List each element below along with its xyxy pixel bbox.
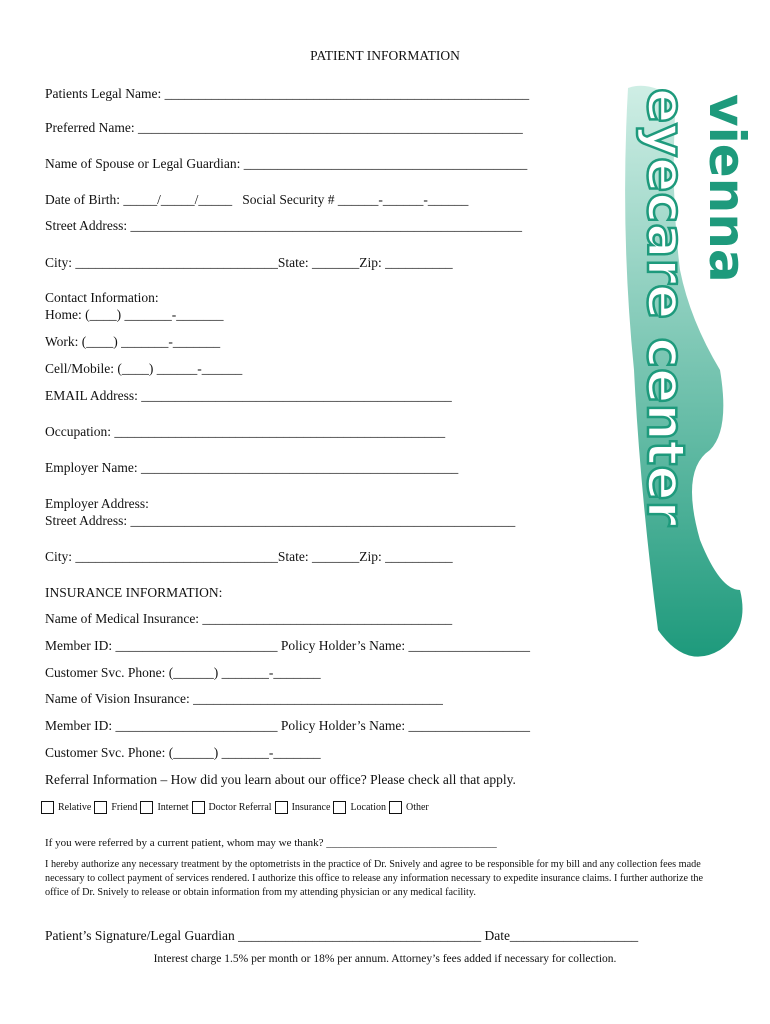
internet-checkbox[interactable] [140,801,153,814]
referrer-thank-field[interactable]: If you were referred by a current patient, whom may we thank? _______________________________ [45,837,497,849]
email-field[interactable]: EMAIL Address: ______________________________________________ [45,388,452,403]
employer-street-field[interactable]: Street Address: _________________________________________________________ [45,513,516,528]
insurance-checkbox[interactable] [275,801,288,814]
referral-options [41,801,432,814]
friend-checkbox[interactable] [94,801,107,814]
medical-insurance-field[interactable]: Name of Medical Insurance: _____________________________________ [45,611,453,626]
medical-phone-field[interactable]: Customer Svc. Phone: (______) _______-_______ [45,665,321,680]
logo-line-vienna: vienna [698,94,756,283]
doctor-referral-checkbox[interactable] [192,801,205,814]
employer-address-heading: Employer Address: [45,496,149,511]
internet-label: Internet [157,802,189,813]
employer-city-field[interactable]: City: ______________________________State: _______Zip: __________ [45,549,453,564]
medical-member-id-field[interactable]: Member ID: ________________________ Policy Holder’s Name: __________________ [45,638,530,653]
logo-line-eyecare-center: eyecare center [635,88,695,527]
dob-ssn-field[interactable]: Date of Birth: _____/_____/_____ Social Security # ______-______-______ [45,192,469,207]
work-phone-field[interactable]: Work: (____) _______-_______ [45,334,221,349]
employer-name-field[interactable]: Employer Name: _______________________________________________ [45,460,459,475]
vision-member-id-field[interactable]: Member ID: ________________________ Policy Holder’s Name: __________________ [45,718,530,733]
insurance-heading: INSURANCE INFORMATION: [45,585,223,600]
location-checkbox[interactable] [333,801,346,814]
home-phone-field[interactable]: Home: (____) _______-_______ [45,307,224,322]
other-label: Other [405,802,429,813]
vision-insurance-field[interactable]: Name of Vision Insurance: _____________________________________ [45,691,443,706]
other-checkbox[interactable] [389,801,402,814]
vienna-eyecare-logo [600,70,760,690]
signature-date-field[interactable]: Patient’s Signature/Legal Guardian ____________________________________ Date___________________ [45,928,639,943]
doctor-referral-label: Doctor Referral [208,802,272,813]
form-title: PATIENT INFORMATION [310,48,460,63]
cell-phone-field[interactable]: Cell/Mobile: (____) ______-______ [45,361,243,376]
friend-label: Friend [111,802,138,813]
spouse-guardian-field[interactable]: Name of Spouse or Legal Guardian: __________________________________________ [45,156,528,171]
street-address-field[interactable]: Street Address: __________________________________________________________ [45,218,522,233]
city-state-zip-field[interactable]: City: ______________________________State: _______Zip: __________ [45,255,453,270]
interest-footer: Interest charge 1.5% per month or 18% per annum. Attorney’s fees added if necessary for collection. [153,953,617,965]
contact-heading: Contact Information: [45,290,159,305]
legal-name-field[interactable]: Patients Legal Name: ______________________________________________________ [45,86,530,101]
referral-question: Referral Information – How did you learn about our office? Please check all that apply. [45,772,516,787]
relative-label: Relative [58,802,92,813]
insurance-label: Insurance [291,802,331,813]
relative-checkbox[interactable] [41,801,54,814]
authorization-paragraph: I hereby authorize any necessary treatment by the optometrists in the practice of Dr. Snively and agree to be responsible for my bill and any collection fees made necessary to collect payment of services rendered. I authorize this office to release any information necessary to expedite insurance claims. I further authorize the office of Dr. Snively to release or obtain information from my attending physician or any medical facility. [45,859,704,898]
occupation-field[interactable]: Occupation: _________________________________________________ [45,424,446,439]
preferred-name-field[interactable]: Preferred Name: _________________________________________________________ [45,120,523,135]
location-label: Location [350,802,386,813]
vision-phone-field[interactable]: Customer Svc. Phone: (______) _______-_______ [45,745,321,760]
